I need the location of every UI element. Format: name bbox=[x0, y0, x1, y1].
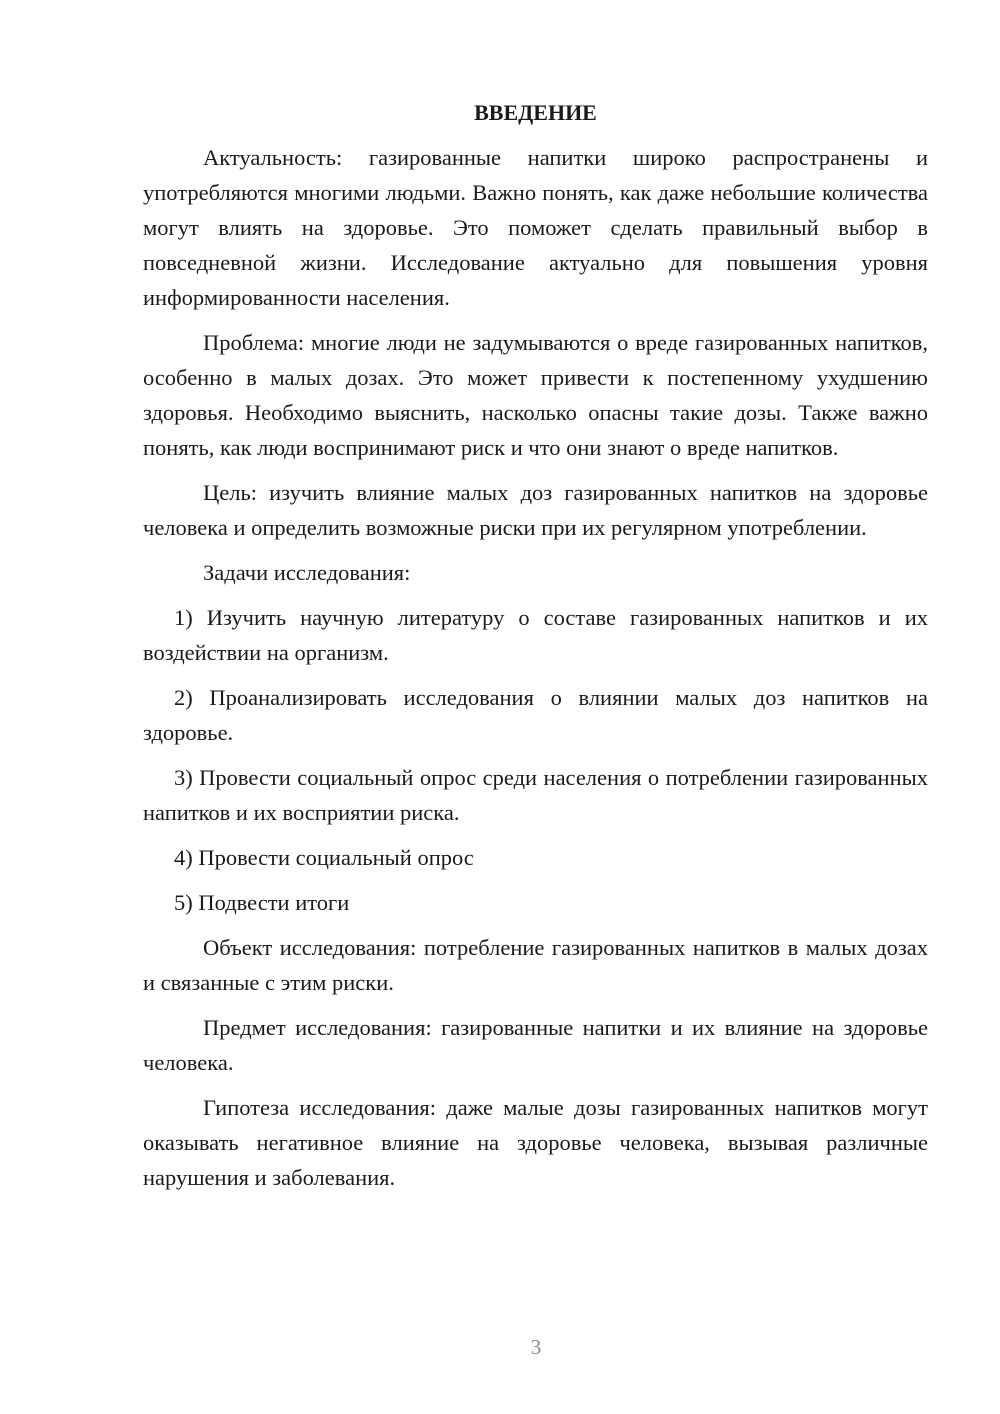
subject-paragraph: Предмет исследования: газированные напитки и их влияние на здоровье человека. bbox=[143, 1015, 928, 1075]
page-number: 3 bbox=[530, 1335, 542, 1359]
hypothesis-paragraph: Гипотеза исследования: даже малые дозы газированных напитков могут оказывать негативное влияние на здоровье человека, вызывая различные нарушения и заболевания. bbox=[143, 1095, 928, 1190]
goal-paragraph: Цель: изучить влияние малых доз газированных напитков на здоровье человека и определить возможные риски при их регулярном употреблении. bbox=[143, 480, 928, 540]
task-item-5: 5) Подвести итоги bbox=[174, 890, 350, 915]
task-item-1: 1) Изучить научную литературу о составе газированных напитков и их воздействии на организм. bbox=[143, 605, 928, 665]
problem-paragraph: Проблема: многие люди не задумываются о вреде газированных напитков, особенно в малых дозах. Это может привести к постепенному ухудшению здоровья. Необходимо выяснить, насколько опасны такие дозы. Также важно понять, как люди воспринимают риск и что они знают о вреде напитков. bbox=[143, 330, 928, 460]
relevance-paragraph: Актуальность: газированные напитки широко распространены и употребляются многими людьми. Важно понять, как даже небольшие количества могут влиять на здоровье. Это поможет сделать правильный выбор в повседневной жизни. Исследование актуально для повышения уровня информированности населения. bbox=[143, 145, 928, 310]
task-item-4: 4) Провести социальный опрос bbox=[174, 845, 474, 870]
object-paragraph: Объект исследования: потребление газированных напитков в малых дозах и связанные с этим риски. bbox=[143, 935, 928, 995]
task-item-2: 2) Проанализировать исследования о влиянии малых доз напитков на здоровье. bbox=[143, 685, 928, 745]
task-item-3: 3) Провести социальный опрос среди населения о потреблении газированных напитков и их восприятии риска. bbox=[143, 765, 928, 825]
tasks-title: Задачи исследования: bbox=[203, 560, 411, 585]
page-content bbox=[143, 95, 928, 1205]
page-title: ВВЕДЕНИЕ bbox=[474, 100, 597, 125]
